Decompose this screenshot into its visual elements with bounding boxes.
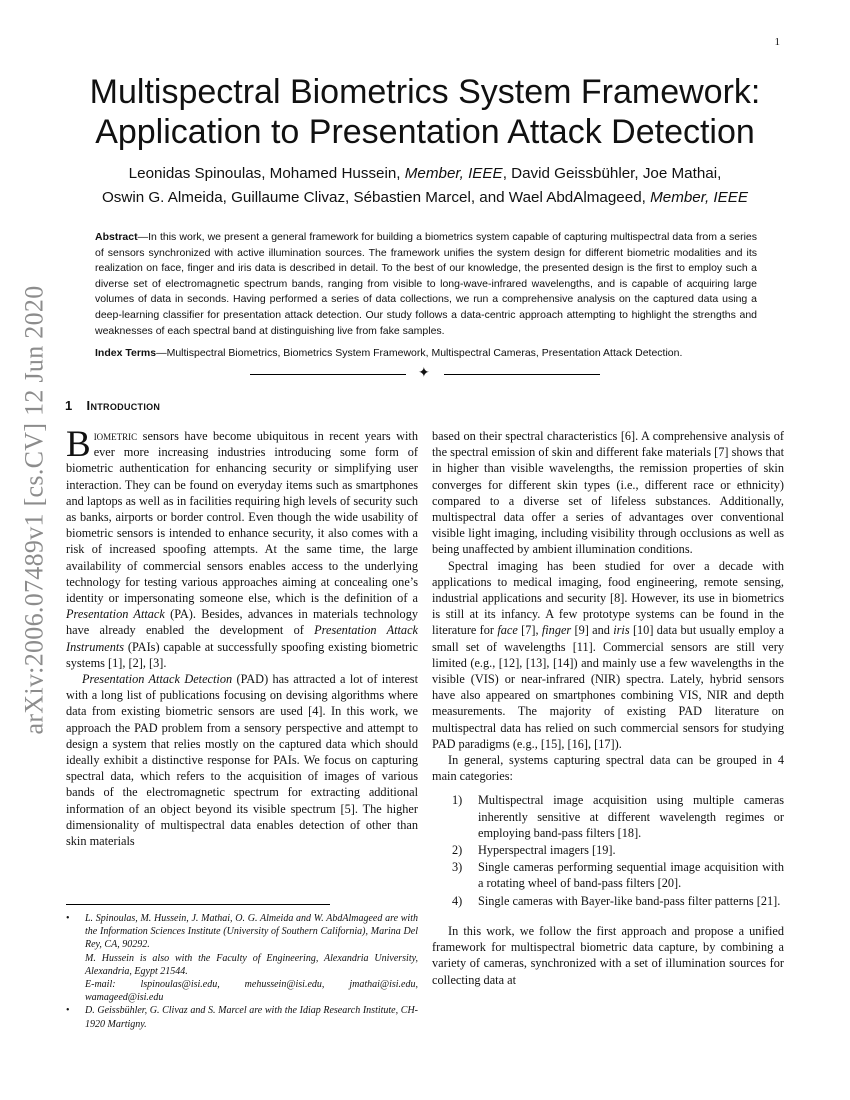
index-terms <box>95 346 757 362</box>
paragraph-text: (PA). Besides, advances in materials technology have already enabled the development of <box>66 607 418 638</box>
paragraph-text: (PAD) has attracted a lot of interest with a long list of publications focusing on devising algorithms where data from existing biometric sensors are used [4]. In this work, we approach the PAD problem from a sensory perspective and attempt to design a system that relies mostly on the captured data which should ideally exhibit a distinctive response for PAIs. We focus on capturing spectral data, which refers to the acquisition of images of various bands of the electromagnetic spectrum for extracting additional information of an object beyond its visible spectrum [5]. The higher dimensionality of multispectral data enables detection of other than skin materials <box>66 672 418 849</box>
index-terms-label: Index Terms <box>95 347 157 359</box>
emphasis-term: Presentation Attack <box>66 607 165 622</box>
bullet-icon: • <box>66 913 70 924</box>
paragraph-text: (PAIs) capable at successfully spoofing existing biometric systems [1], [2], [3]. <box>66 639 418 670</box>
emphasis-term: face <box>497 623 518 638</box>
footnote-affiliation-isi <box>66 912 418 1004</box>
membership-1: Member, IEEE <box>404 165 503 182</box>
list-number: 1) <box>452 793 463 808</box>
separator-rule-left <box>250 374 406 375</box>
section-number: 1 <box>65 398 73 413</box>
author-list <box>60 162 790 210</box>
list-item-text: Multispectral image acquisition using multiple cameras inherently sensitive at different wavelength regimes or employing band-pass filters [18]. <box>478 793 784 840</box>
page-number: 1 <box>774 36 780 48</box>
list-item <box>432 859 784 891</box>
membership-2: Member, IEEE <box>650 189 749 206</box>
footnote-affiliation-idiap <box>66 1004 418 1030</box>
section-title: Introduction <box>86 398 161 413</box>
separator-rule-right <box>444 374 600 375</box>
footnotes <box>66 912 418 1031</box>
footnote-text: D. Geissbühler, G. Clivaz and S. Marcel are with the Idiap Research Institute, CH-1920 Martigny. <box>85 1005 418 1030</box>
category-list <box>432 792 784 908</box>
emphasis-term: finger <box>541 623 572 638</box>
right-column <box>432 428 784 988</box>
list-item-text: Hyperspectral imagers [19]. <box>478 843 616 858</box>
emphasis-term: iris <box>613 623 630 638</box>
abstract-label: Abstract <box>95 231 138 243</box>
intro-paragraph-1 <box>66 424 418 671</box>
intro-paragraph-2 <box>66 671 418 849</box>
list-item-text: Single cameras performing sequential image acquisition with a rotating wheel of band-pass filters [20]. <box>478 860 784 891</box>
title-line-2: Application to Presentation Attack Detection <box>95 113 755 151</box>
intro-paragraph-3: based on their spectral characteristics [6]. A comprehensive analysis of the spectral emission of skin and different fake materials [7] shows that in higher than visible wavelengths, the remission properties of skin converges for different skin types (i.e., different race or ethnicity) compared to a diverse set of lifeless substances. Additionally, multispectral data offer a series of advantages over conventional visible light imaging, including visibility through occlusions as well as being unaffected by ambient illumination conditions. <box>432 429 784 557</box>
abstract <box>95 230 757 339</box>
list-item <box>432 893 784 909</box>
list-item <box>432 792 784 841</box>
list-number: 4) <box>452 893 463 908</box>
author-names-2: , David Geissbühler, Joe Mathai, <box>502 165 722 182</box>
list-number: 2) <box>452 843 463 858</box>
intro-paragraph-4 <box>432 558 784 752</box>
left-column <box>66 424 418 849</box>
list-item <box>432 842 784 858</box>
emphasis-term: Presentation Attack Instruments <box>66 623 418 654</box>
title-line-1: Multispectral Biometrics System Framework: <box>89 73 761 111</box>
list-item-text: Single cameras with Bayer-like band-pass filter patterns [21]. <box>478 893 781 908</box>
index-terms-text: —Multispectral Biometrics, Biometrics System Framework, Multispectral Cameras, Presentation Attack Detection. <box>156 347 683 359</box>
abstract-text: —In this work, we present a general framework for building a biometrics system capable of capturing multispectral data from a series of sensors synchronized with active illumination sources. The framework unifies the system design for different biometric modalities and its realization on face, finger and iris data is described in detail. To the best of our knowledge, the presented design is the first to employ such a diverse set of electromagnetic spectrum bands, ranging from visible to long-wave-infrared wavelengths, and is capable of acquiring large volumes of data in seconds. Having performed a series of data collections, we run a comprehensive analysis on the captured data using a deep-learning classifier for presentation attack detection. Our study follows a data-centric approach attempting to highlight the strengths and weaknesses of each spectral band at distinguishing live from fake samples. <box>95 231 757 337</box>
paragraph-text: [10] data but usually employ a small set of wavelengths [11]. Commercial sensors are still very limited (e.g., [12], [13], [14]) and mainly use a few wavelengths in the visible (VIS) or near-infrared (NIR) spectra. Lately, hybrid sensors have also appeared on smartphones combining VIS, NIR and depth measurements. The majority of existing PAD literature on multispectral data has relied on such commercial sensors for studying PAD paradigms (e.g., [15], [16], [17]). <box>432 623 785 751</box>
intro-paragraph-5: In general, systems capturing spectral data can be grouped in 4 main categories: <box>432 753 784 784</box>
emphasis-term: Presentation Attack Detection <box>82 672 233 687</box>
paragraph-text: Spectral imaging has been studied for over a decade with applications to medical imaging, food engineering, remote sensing, industrial applications and security [8]. However, its use in biometrics is still at its infancy. A few prototype systems can be found in the literature for <box>432 558 784 638</box>
paragraph-text: [9] and <box>571 623 614 638</box>
paper-title <box>60 72 790 152</box>
paragraph-text: [7], <box>517 623 542 638</box>
footnote-rule <box>66 904 330 905</box>
drop-cap-continuation: iometric <box>93 429 138 443</box>
intro-paragraph-6: In this work, we follow the first approach and propose a unified framework for multispectral biometric data capture, by combining a variety of cameras, synchronized with a set of illumination sources for collecting data at <box>432 923 784 987</box>
author-names-3: Oswin G. Almeida, Guillaume Clivaz, Sébastien Marcel, and Wael AbdAlmageed, <box>101 189 646 206</box>
list-number: 3) <box>452 860 463 875</box>
section-heading <box>65 398 160 413</box>
separator-diamond-icon: ✦ <box>418 366 430 381</box>
drop-cap: B <box>66 424 91 465</box>
arxiv-stamp <box>6 285 64 735</box>
author-line-1 <box>60 162 790 186</box>
footnote-email[interactable]: E-mail: lspinoulas@isi.edu, mehussein@isi.edu, jmathai@isi.edu, wamageed@isi.edu <box>85 979 418 1004</box>
author-names-1: Leonidas Spinoulas, Mohamed Hussein, <box>128 165 401 182</box>
bullet-icon: • <box>66 1005 70 1017</box>
arxiv-identifier[interactable]: arXiv:2006.07489v1 [cs.CV] 12 Jun 2020 <box>20 285 50 735</box>
author-line-2 <box>60 186 790 210</box>
paragraph-text: sensors have become ubiquitous in recent years with ever more increasing industries introducing some form of biometric authentication for enhancing security or simplifying user interaction. They can be found on everyday items such as smartphones and laptops as well as in facilities requiring high levels of security such as banks, airports or border control. Even though the wide usability of biometric sensors is intended to enhance security, it also comes with a risk of increased spoofing attempts. At the same time, the large availability of commercial sensors enables access to the underlying technology for testing various approaches aiming at concealing one’s identity or impersonating someone else, which is the definition of a <box>66 429 418 606</box>
footnote-text: L. Spinoulas, M. Hussein, J. Mathai, O. G. Almeida and W. AbdAlmageed are with the Information Sciences Institute (University of Southern California), Marina Del Rey, CA, 90292. <box>85 913 418 951</box>
footnote-text: M. Hussein is also with the Faculty of Engineering, Alexandria University, Alexandria, Egypt 21544. <box>85 952 418 977</box>
